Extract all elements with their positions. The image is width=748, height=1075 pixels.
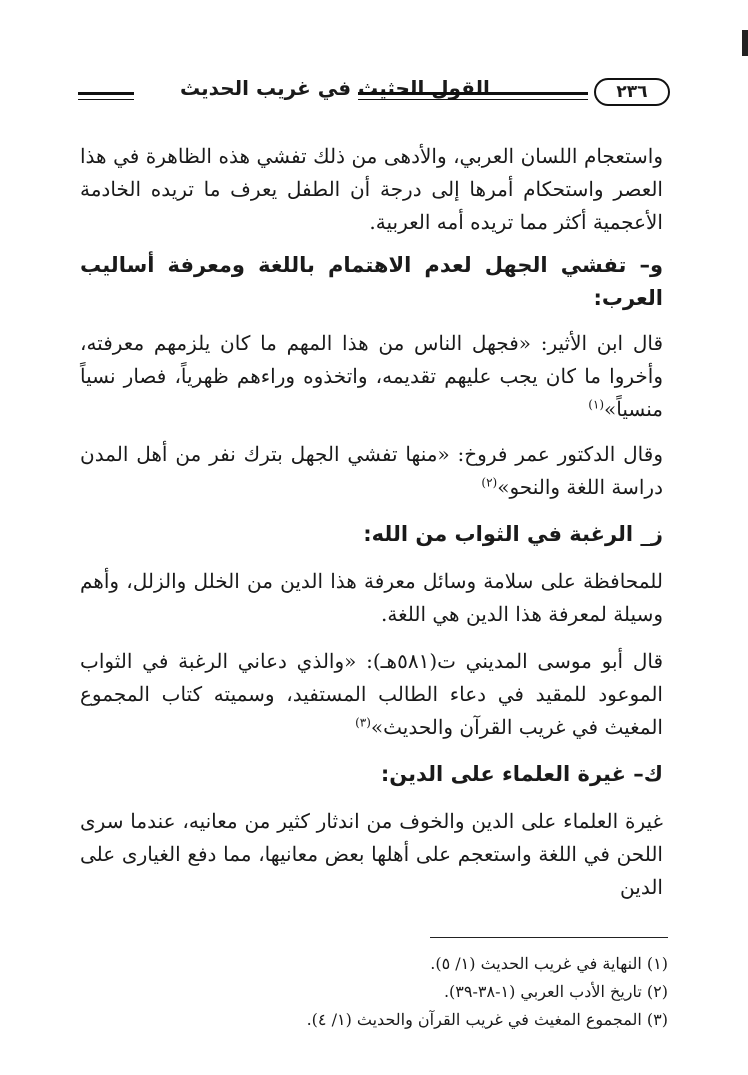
page-header <box>70 70 688 110</box>
scan-edge-mark <box>742 30 748 56</box>
footnote-3: (٣) المجموع المغيث في غريب القرآن والحديث (١/ ٤). <box>306 1010 668 1029</box>
header-rule-right <box>358 92 588 100</box>
paragraph-4: للمحافظة على سلامة وسائل معرفة هذا الدين من الخلل والزلل، وأهم وسيلة لمعرفة هذا الدين هي اللغة. <box>80 569 663 626</box>
footnote-ref-2: (٢) <box>481 475 498 490</box>
footnote-2: (٢) تاريخ الأدب العربي (١-٣٨-٣٩). <box>443 982 668 1001</box>
paragraph-5-text: قال أبو موسى المديني ت(٥٨١هـ): «والذي دعاني الرغبة في الثواب الموعود للمقيد في دعاء الطالب المستفيد، وسميته كتاب المجموع المغيث في غريب القرآن والحديث» <box>80 649 664 739</box>
running-title: القول الحثيث في غريب الحديث <box>180 76 490 100</box>
paragraph-1: واستعجام اللسان العربي، والأدهى من ذلك تفشي هذه الظاهرة في هذا العصر واستحكام أمرها إلى درجة أن الطفل يعرف ما تريده الخادمة الأعجمية أكثر مما تريده أمه العربية. <box>80 144 663 234</box>
paragraph-6: غيرة العلماء على الدين والخوف من اندثار كثير من معانيه، عندما سرى اللحن في اللغة واستعجم على أهلها بعض معانيها، مما دفع الغيارى على الدين <box>80 809 663 899</box>
footnote-ref-1: (١) <box>588 397 605 412</box>
page-number-frame <box>594 78 670 106</box>
page-number: ٢٣٦ <box>616 82 648 102</box>
heading-kaf: ك– غيرة العلماء على الدين: <box>380 762 663 786</box>
paragraph-2 <box>80 327 663 426</box>
footnotes <box>80 950 668 1034</box>
paragraph-3-text: وقال الدكتور عمر فروخ: «منها تفشي الجهل بترك نفر من أهل المدن دراسة اللغة والنحو» <box>80 442 663 499</box>
paragraph-2-text: قال ابن الأثير: «فجهل الناس من هذا المهم ما كان يلزمهم معرفته، وأخروا ما كان يجب عليهم تقديمه، واتخذوه وراءهم ظهرياً، فصار نسياً منسياً» <box>80 331 663 421</box>
footnote-separator <box>430 937 668 938</box>
paragraph-3 <box>80 438 663 504</box>
footnote-ref-3: (٣) <box>355 715 371 730</box>
heading-zay: ز_ الرغبة في الثواب من الله: <box>363 522 663 546</box>
heading-waw: و– تفشي الجهل لعدم الاهتمام باللغة ومعرفة أساليب العرب: <box>80 253 663 310</box>
footnote-1: (١) النهاية في غريب الحديث (١/ ٥). <box>430 954 668 973</box>
main-text <box>80 140 663 904</box>
paragraph-5 <box>80 645 663 744</box>
header-rule-left <box>78 92 134 100</box>
